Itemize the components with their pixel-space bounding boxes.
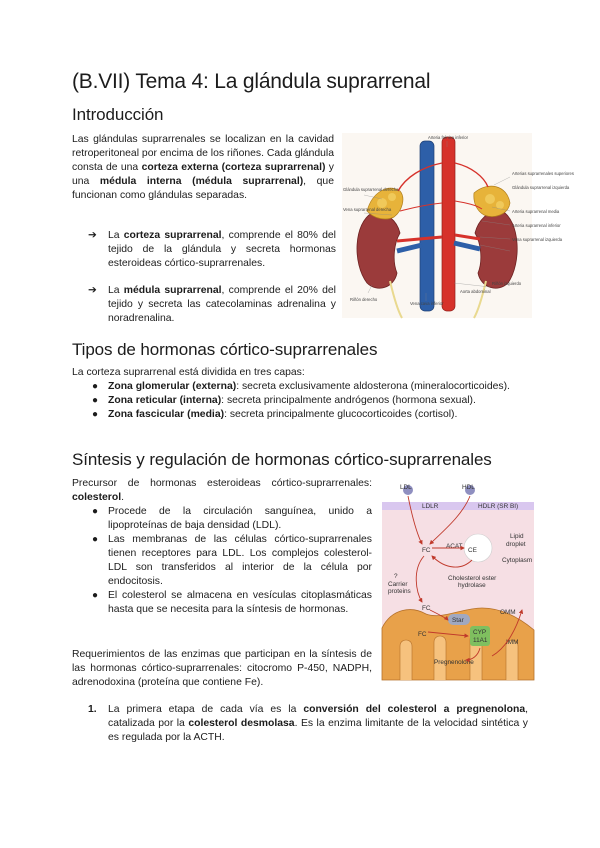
label-rinon-izquierdo: Riñón izquierdo xyxy=(492,281,522,286)
label-lipid: Lipid xyxy=(510,533,524,540)
label-imm: IMM xyxy=(506,639,519,646)
page-title: (B.VII) Tema 4: La glándula suprarrenal xyxy=(72,70,431,93)
label-arteria-frenica: Arteria frénica inferior xyxy=(428,135,469,140)
intro-bold-medula: médula interna (médula suprarrenal) xyxy=(99,176,304,187)
arrow-item-text: , comprende el 20% del tejido y secreta las catecolaminas adrenalina y noradrenalina. xyxy=(108,285,336,324)
label-aorta-abdominal: Aorta abdominal xyxy=(460,289,491,294)
bullet-icon: ● xyxy=(92,590,99,601)
step-number: 1. xyxy=(88,704,97,715)
section-heading-introduccion: Introducción xyxy=(72,105,164,124)
bullet-icon: ● xyxy=(92,506,99,517)
step-bold-desmolasa: colesterol desmolasa xyxy=(188,718,295,729)
label-ldlr: LDLR xyxy=(422,503,439,510)
arrow-item-corteza xyxy=(88,229,338,285)
label-cytoplasm: Cytoplasm xyxy=(502,557,533,564)
arrow-item-text: La xyxy=(108,285,124,296)
label-rinon-derecho: Riñón derecho xyxy=(350,297,378,302)
list-item xyxy=(88,394,532,408)
zona-reticular: Zona reticular (interna) xyxy=(108,395,222,406)
zona-fascicular: Zona fascicular (media) xyxy=(108,409,225,420)
sintesis-lead-text: Precursor de hormonas esteroideas córtico-suprarrenales: xyxy=(72,478,372,489)
zona-glomerular: Zona glomerular (externa) xyxy=(108,381,237,392)
section-heading-tipos: Tipos de hormonas córtico-suprarrenales xyxy=(72,340,378,359)
label-acat: ACAT xyxy=(446,543,463,550)
intro-text-1: Las glándulas suprarrenales se localizan en la cavidad retroperitoneal por encima de los riñones. Cada glándula consta de una xyxy=(72,134,334,173)
label-vena-cava-inferior: Vena cava inferior xyxy=(410,301,444,306)
step-bold-conversion: conversión del colesterol a pregnenolona xyxy=(303,704,526,715)
label-glandula-derecha: Glándula suprarrenal derecha xyxy=(343,187,399,192)
adrenal-anatomy-figure xyxy=(342,133,574,318)
sintesis-item-text: Procede de la circulación sanguínea, unido a lipoproteínas de baja densidad (LDL). xyxy=(108,506,372,531)
intro-bold-corteza: corteza externa (corteza suprarrenal) xyxy=(141,162,326,173)
label-cyp: CYP xyxy=(473,629,487,636)
label-arteria-suprarrenal-inferior: Arteria suprarrenal inferior xyxy=(512,223,561,228)
list-item xyxy=(88,589,372,617)
enzymes-paragraph: Requerimientos de las enzimas que participan en la síntesis de las hormonas córtico-suprarrenales: citocromo P-450, NADPH, adrenodoxina (proteína que contiene Fe). xyxy=(72,649,372,688)
label-glandula-izquierda: Glándula suprarrenal izquierda xyxy=(512,185,570,190)
list-item xyxy=(88,408,532,422)
sintesis-lead-end: . xyxy=(121,492,124,503)
cholesterol-pathway-diagram xyxy=(382,480,534,680)
sintesis-list xyxy=(88,505,372,617)
tipos-list xyxy=(88,380,532,422)
bullet-icon: ● xyxy=(92,395,99,406)
arrow-icon: ➔ xyxy=(88,230,97,241)
intro-paragraph xyxy=(72,133,334,203)
list-item xyxy=(88,505,372,533)
intro-text-3: , que funcionan como glándulas separadas. xyxy=(72,176,334,201)
label-hdlr: HDLR (SR BI) xyxy=(478,503,519,510)
list-item xyxy=(88,533,372,589)
bullet-icon: ● xyxy=(92,381,99,392)
label-hydrolase-2: hydrolase xyxy=(458,582,486,589)
intro-text-2: y una xyxy=(72,162,334,187)
label-proteins: proteins xyxy=(388,588,411,595)
zona-glomerular-text: : secreta exclusivamente aldosterona (mineralocorticoides). xyxy=(236,381,510,392)
sintesis-item-text: El colesterol se almacena en vesículas citoplasmáticas hasta que se necesita para la síntesis de hormonas. xyxy=(108,590,372,615)
label-ce: CE xyxy=(468,547,477,554)
label-pregnenolone: Pregnenolone xyxy=(434,659,474,666)
label-fc: FC xyxy=(422,547,431,554)
label-question: ? xyxy=(394,573,398,580)
label-fc-2: FC xyxy=(422,605,431,612)
adrenal-anatomy-illustration xyxy=(342,133,574,318)
section-heading-sintesis: Síntesis y regulación de hormonas córtico-suprarrenales xyxy=(72,450,492,469)
arrow-item-bold: corteza suprarrenal xyxy=(123,230,222,241)
zona-reticular-text: : secreta principalmente andrógenos (hormona sexual). xyxy=(221,395,476,406)
step-text xyxy=(108,703,528,745)
sintesis-lead xyxy=(72,477,372,505)
arrow-item-medula xyxy=(88,284,338,340)
sintesis-lead-bold: colesterol xyxy=(72,492,122,503)
bullet-icon: ● xyxy=(92,534,99,545)
label-11a1: 11A1 xyxy=(473,637,488,644)
bullet-icon: ● xyxy=(92,409,99,420)
label-arteria-suprarrenal-media: Arteria suprarrenal media xyxy=(512,209,560,214)
tipos-lead: La corteza suprarrenal está dividida en tres capas: xyxy=(72,367,305,378)
label-omm: OMM xyxy=(500,609,516,616)
label-carrier: Carrier xyxy=(388,581,408,588)
step-text-2: , catalizada por la xyxy=(108,704,528,729)
label-ldl: LDL xyxy=(400,484,412,491)
label-vena-suprarrenal-derecha: Vena suprarrenal derecha xyxy=(343,207,392,212)
list-item xyxy=(88,380,532,394)
cholesterol-uptake-figure xyxy=(382,480,534,680)
arrow-icon: ➔ xyxy=(88,285,97,296)
arrow-item-text: , comprende el 80% del tejido de la glándula y secreta hormonas esteroideas córtico-suprarrenales. xyxy=(108,230,336,269)
zona-fascicular-text: : secreta principalmente glucocorticoides (cortisol). xyxy=(224,409,458,420)
label-droplet: droplet xyxy=(506,541,526,548)
label-hydrolase-1: Cholesterol ester xyxy=(448,575,497,582)
step-text-1: La primera etapa de cada vía es la xyxy=(108,704,304,715)
label-fc-3: FC xyxy=(418,631,427,638)
label-arterias-suprarrenales-superiores: Arterias suprarrenales superiores xyxy=(512,171,574,176)
arrow-item-text: La xyxy=(108,230,124,241)
sintesis-item-text: Las membranas de las células córtico-suprarrenales tienen receptores para LDL. Los complejos colesterol-LDL son transferidos al interior de la célula por endocitosis. xyxy=(108,534,372,587)
arrow-item-bold: médula suprarrenal xyxy=(123,285,222,296)
label-star: Star xyxy=(452,617,464,624)
label-vena-suprarrenal-izquierda: Vena suprarrenal izquierda xyxy=(512,237,563,242)
step-text-3: . Es la enzima limitante de la velocidad sintética y es regulada por la ACTH. xyxy=(108,718,528,743)
label-hdl: HDL xyxy=(462,484,475,491)
